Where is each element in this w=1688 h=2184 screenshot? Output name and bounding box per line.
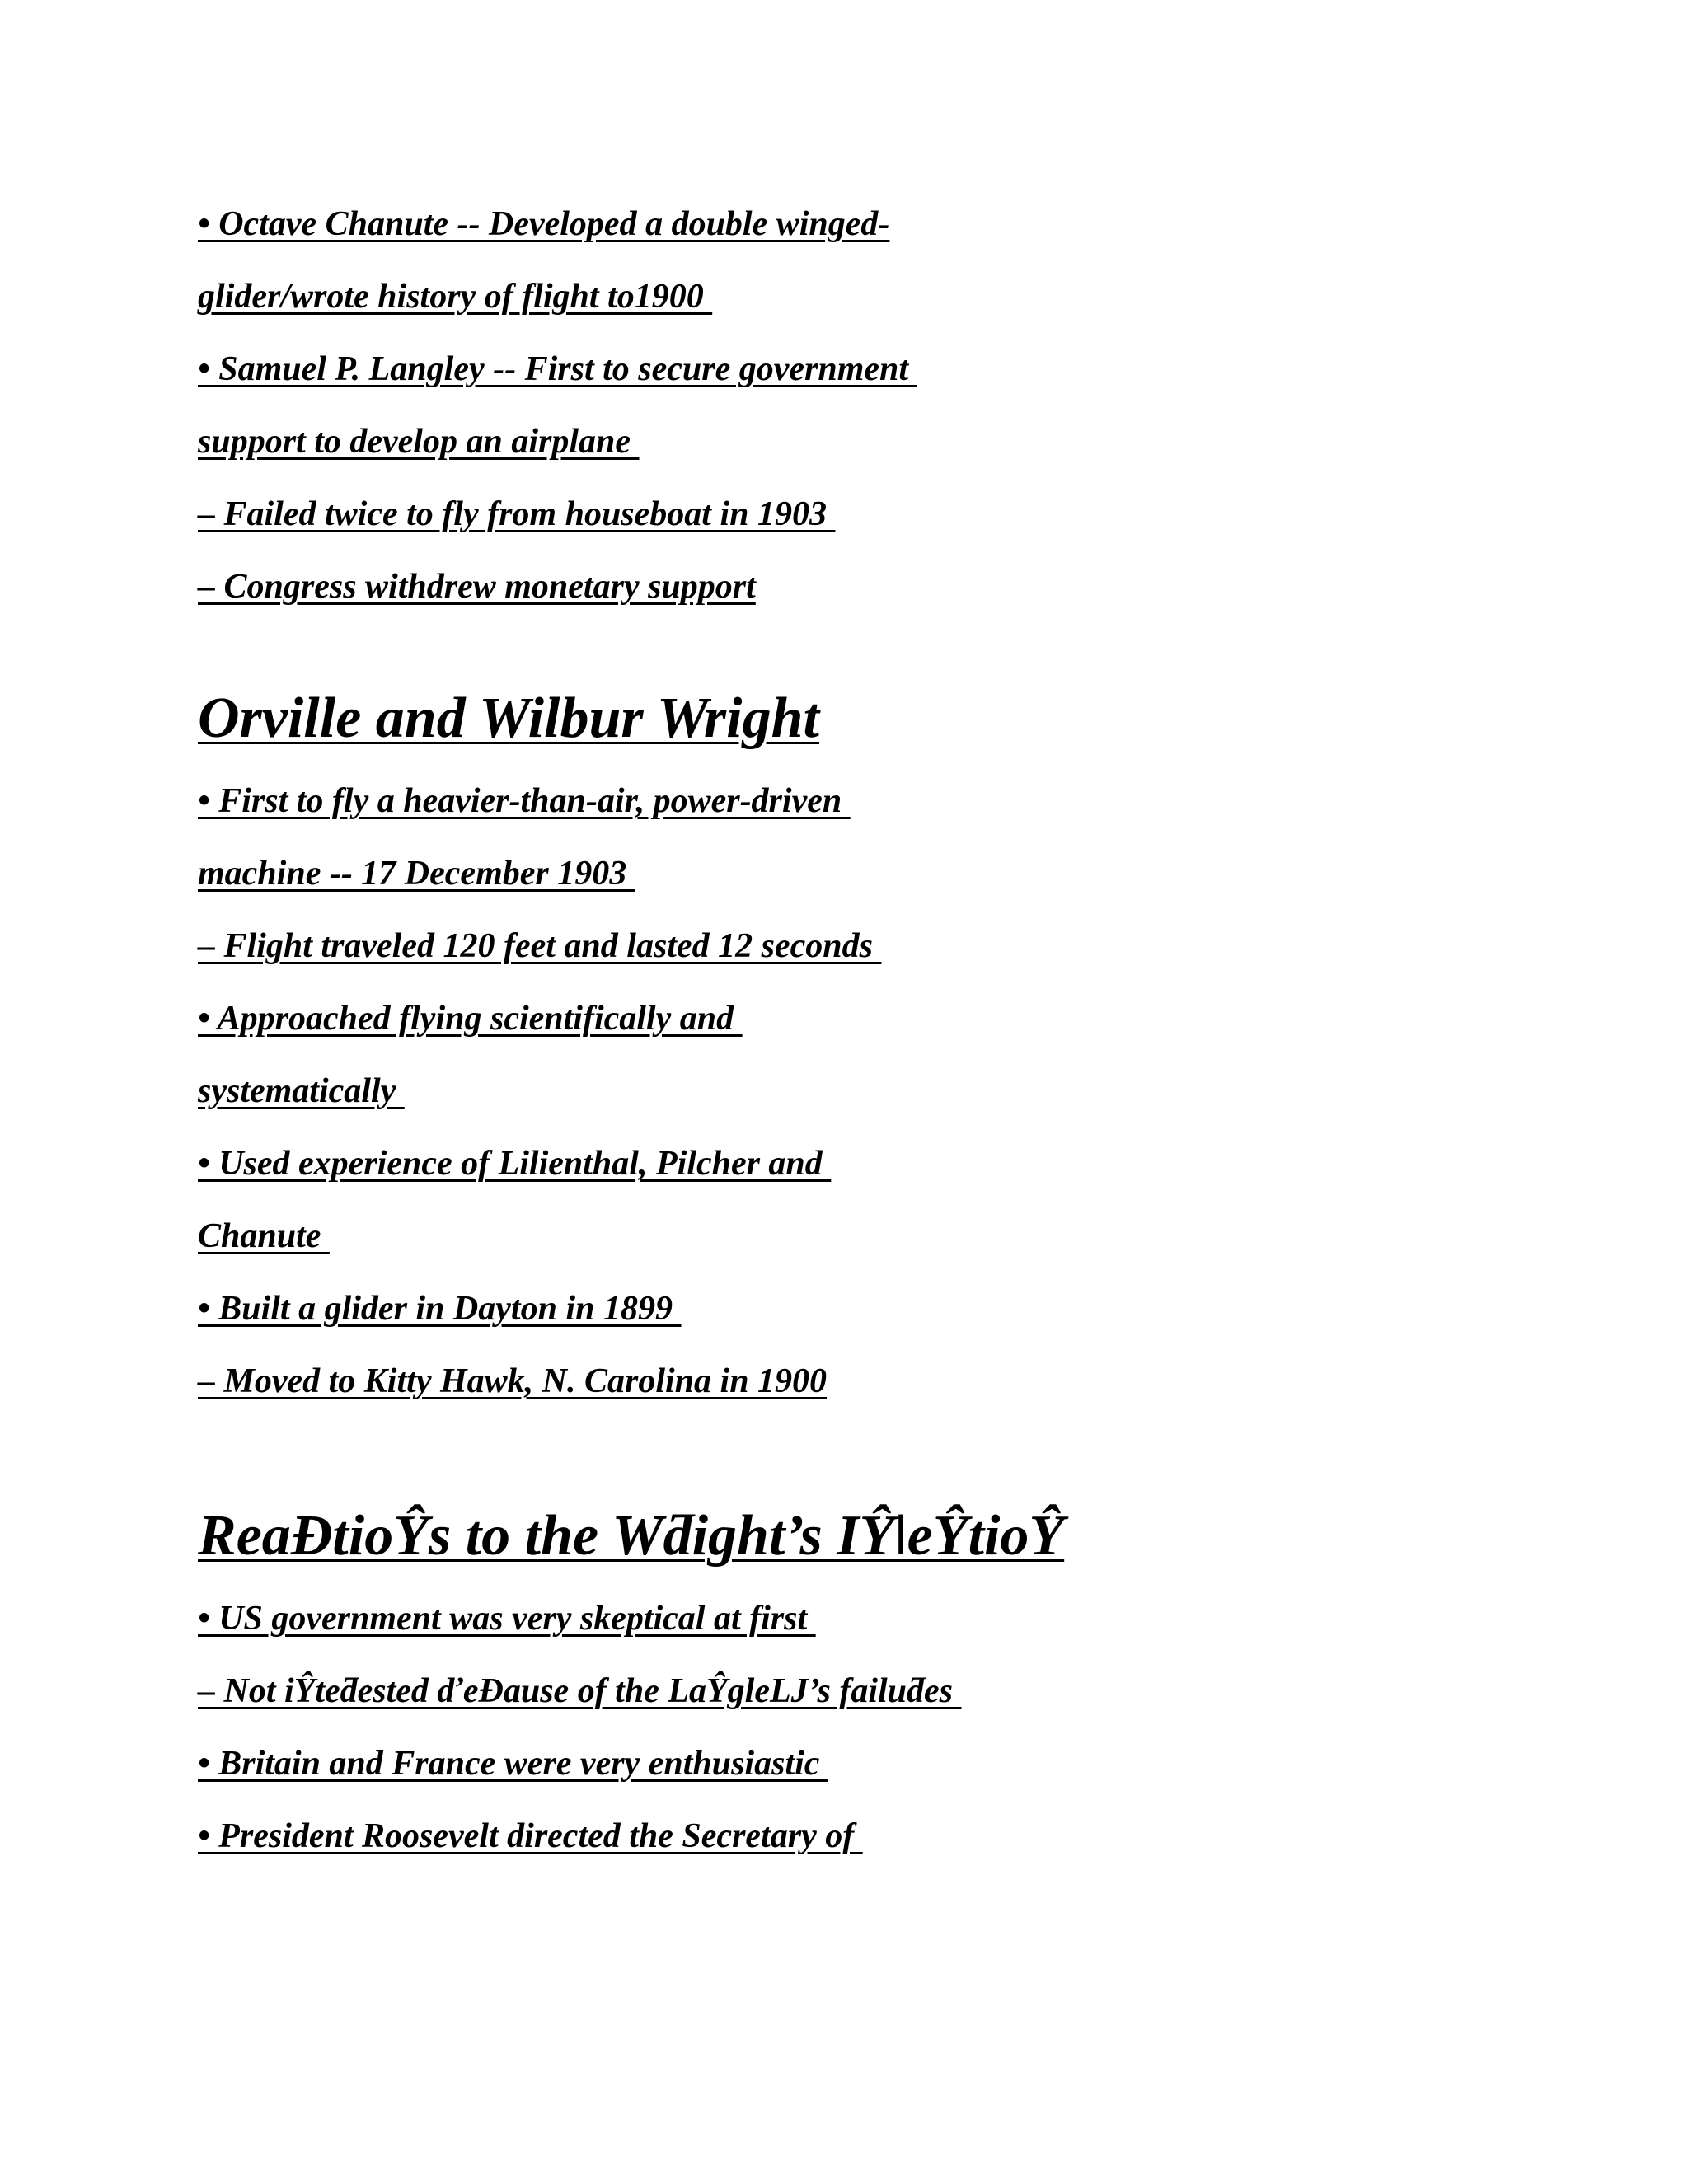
text-line: – Congress withdrew monetary support: [198, 568, 756, 606]
text-line: • Built a glider in Dayton in 1899: [198, 1290, 682, 1328]
text-line: support to develop an airplane: [198, 423, 640, 461]
text-line: • US government was very skeptical at first: [198, 1600, 816, 1638]
text-line: – Moved to Kitty Hawk, N. Carolina in 1900: [198, 1362, 828, 1400]
spacer: [198, 623, 1517, 673]
text-line: machine -- 17 December 1903: [198, 855, 635, 893]
spacer: [198, 1418, 1517, 1490]
text-line: • First to fly a heavier-than-air, power-driven: [198, 782, 851, 820]
section-reactions: [198, 1490, 1517, 1872]
text-line: • Used experience of Lilienthal, Pilcher and: [198, 1145, 832, 1183]
section-heading: ReaĐtioŶs to the Wƌight’s IŶǀeŶtioŶ: [198, 1504, 1065, 1568]
section-precursors: [198, 188, 1517, 623]
section-wright-brothers: [198, 673, 1517, 1418]
text-line: Chanute: [198, 1217, 330, 1255]
text-line: • Britain and France were very enthusiastic: [198, 1745, 828, 1783]
text-line: – Failed twice to fly from houseboat in 1903: [198, 495, 836, 533]
text-line: • Samuel P. Langley -- First to secure government: [198, 350, 917, 388]
text-line: systematically: [198, 1072, 405, 1110]
text-line: – Not iŶteƌested ďeĐause of the LaŶgleLJ’s failuƌes: [198, 1672, 962, 1710]
text-line: • Octave Chanute -- Developed a double winged-: [198, 205, 890, 243]
text-line: • President Roosevelt directed the Secretary of: [198, 1817, 863, 1855]
text-line: glider/wrote history of flight to1900: [198, 278, 713, 316]
text-line: – Flight traveled 120 feet and lasted 12 seconds: [198, 927, 882, 965]
section-heading: Orville and Wilbur Wright: [198, 687, 820, 750]
text-line: • Approached flying scientifically and: [198, 1000, 743, 1038]
document-body: [198, 188, 1517, 1872]
